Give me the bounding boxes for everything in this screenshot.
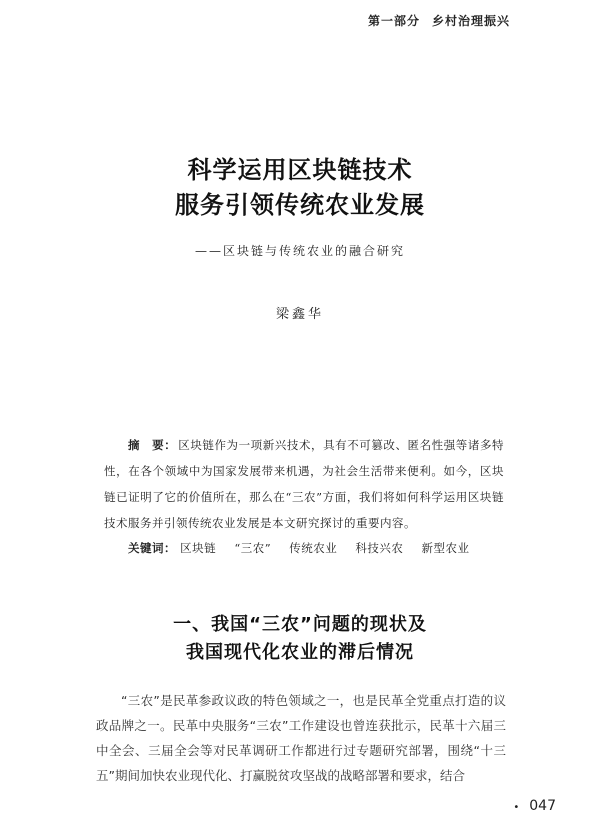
keywords-block xyxy=(128,540,508,556)
body-text xyxy=(96,688,506,788)
section-heading-line-2: 我国现代化农业的滞后情况 xyxy=(186,642,414,663)
abstract-label: 摘 要： xyxy=(128,438,177,452)
keyword-item: 传统农业 xyxy=(289,541,338,555)
page-number-value: 047 xyxy=(529,798,556,814)
article-title-line-2: 服务引领传统农业发展 xyxy=(175,191,425,219)
author-name: 梁鑫华 xyxy=(275,307,324,322)
keyword-item: 区块链 xyxy=(180,541,217,555)
body-paragraph: “三农”是民革参政议政的特色领域之一，也是民革全党重点打造的议政品牌之一。民革中央服务“三农”工作建设也曾连获批示，民革十六届三中全会、三届全会等对民革调研工作都进行过专题研究部署，围绕“十三五”期间加快农业现代化、打赢脱贫攻坚战的战略部署和要求，结合 xyxy=(96,693,506,783)
keyword-item: 新型农业 xyxy=(421,541,470,555)
keywords-label: 关键词： xyxy=(128,541,176,555)
article-subtitle: ——区块链与传统农业的融合研究 xyxy=(194,244,405,258)
abstract-text: 区块链作为一项新兴技术，具有不可篡改、匿名性强等诸多特性，在各个领域中为国家发展带来机遇，为社会生活带来便利。如今，区块链已证明了它的价值所在，那么在“三农”方面，我们将如何科学运用区块链技术服务并引领传统农业发展是本文研究探讨的重要内容。 xyxy=(104,438,505,530)
header-topic: 乡村治理振兴 xyxy=(431,14,510,28)
section-heading-line-1: 一、我国“三农”问题的现状及 xyxy=(173,614,427,635)
keyword-item: 科技兴农 xyxy=(355,541,404,555)
article-title-line-1: 科学运用区块链技术 xyxy=(187,156,413,184)
bullet-icon: • xyxy=(513,802,520,813)
abstract-block xyxy=(104,432,504,536)
keyword-item: “三农” xyxy=(234,541,272,555)
running-header xyxy=(368,12,510,29)
page-number xyxy=(513,798,556,814)
header-section: 第一部分 xyxy=(367,14,420,28)
